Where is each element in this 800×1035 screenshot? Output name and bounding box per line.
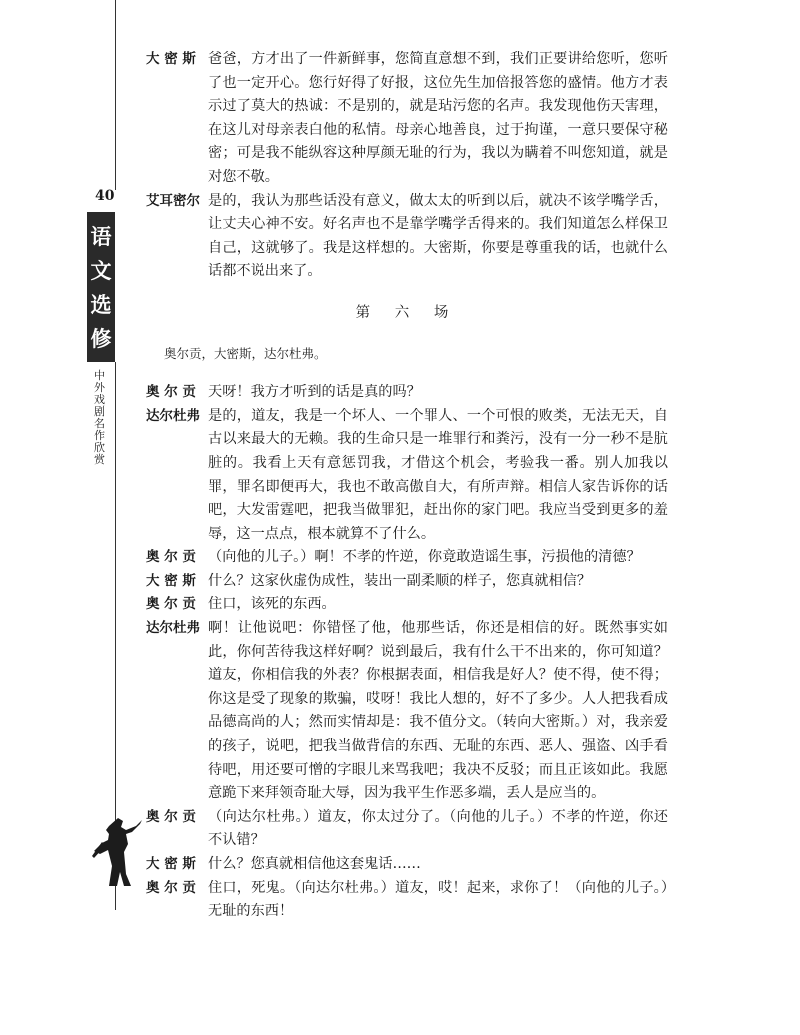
speaker-name: 大 密 斯 [146, 572, 196, 589]
knight-figure-icon [88, 812, 144, 892]
band-char: 选 [90, 292, 112, 317]
dialogue-entry [146, 877, 668, 924]
scene-heading: 第 六 场 [355, 304, 459, 321]
dialogue-text: 住口，死鬼。（向达尔杜弗。）道友，哎！起来，求你了！（向他的儿子。）无耻的东西！ [208, 879, 668, 920]
dialogue-entry [146, 546, 668, 570]
speaker-name: 艾耳密尔 [146, 192, 200, 209]
speaker-name: 达尔杜弗 [146, 407, 200, 424]
speaker-name: 奥 尔 贡 [146, 879, 196, 896]
dialogue-text: （向他的儿子。）啊！不孝的忤逆，你竟敢造谣生事，污损他的清德？ [208, 549, 641, 566]
dialogue-text: 住口，该死的东西。 [208, 596, 336, 613]
speaker-name: 奥 尔 贡 [146, 808, 196, 825]
dialogue-text: 啊！让他说吧：你错怪了他，他那些话，你还是相信的好。既然事实如此，你何苦待我这样好啊？说到最后，我有什么干不出来的，你可知道？道友，你相信我的外表？你根据表面，相信我是好人？使不得，使不得；你这是受了现象的欺骗，哎呀！我比人想的，好不了多少。人人把我看成品德高尚的人；然而实情却是：我不值分文。（转向大密斯。）对，我亲爱的孩子，说吧，把我当做背信的东西、无耻的东西、恶人、强盗、凶手看待吧，用还要可憎的字眼儿来骂我吧；我决不反驳；而且正该如此。我愿意跪下来拜领奇耻大辱，因为我平生作恶多端，丢人是应当的。 [208, 620, 668, 802]
dialogue-entry [146, 381, 668, 405]
band-char: 文 [90, 258, 112, 283]
dialogue-text: 什么？您真就相信他这套鬼话…… [208, 856, 421, 872]
speaker-name: 奥 尔 贡 [146, 384, 196, 401]
dialogue-text: 天呀！我方才听到的话是真的吗？ [208, 384, 421, 401]
dialogue-text: 什么？这家伙虚伪成性，装出一副柔顺的样子，您真就相信？ [208, 572, 592, 589]
dialogue-entry [146, 190, 668, 284]
dialogue-text: （向达尔杜弗。）道友，你太过分了。（向他的儿子。）不孝的忤逆，你还不认错？ [208, 808, 668, 849]
vertical-book-title: 中外戏剧名作欣赏 [94, 369, 105, 466]
dialogue-text: 是的，我认为那些话没有意义，做太太的听到以后，就决不该学嘴学舌，让丈夫心神不安。好名声也不是靠学嘴学舌得来的。我们知道怎么样保卫自己，这就够了。我是这样想的。大密斯，你要是尊重我的话，也就什么话都不说出来了。 [208, 192, 668, 280]
series-band [87, 212, 115, 362]
dialogue-text: 是的，道友，我是一个坏人、一个罪人、一个可恨的败类，无法无天，自古以来最大的无赖。我的生命只是一堆罪行和粪污，没有一分一秒不是肮脏的。我看上天有意惩罚我，才借这个机会，考验我一番。别人加我以罪，罪名即便再大，我也不敢高傲自大，有所声辩。相信人家告诉你的话吧，大发雷霆吧，把我当做罪犯，赶出你的家门吧。我应当受到更多的羞辱，这一点点，根本就算不了什么。 [208, 407, 668, 542]
band-char: 修 [90, 326, 112, 351]
dialogue-entry [146, 853, 668, 877]
speaker-name: 大 密 斯 [146, 856, 196, 872]
speaker-name: 奥 尔 贡 [146, 596, 196, 613]
dialogue-text: 爸爸，方才出了一件新鲜事，您简直意想不到，我们正要讲给您听，您听了也一定开心。您行好得了好报，这位先生加倍报答您的盛情。他方才表示过了莫大的热诚：不是别的，就是玷污您的名声。我发现他伤天害理，在这儿对母亲表白他的私情。母亲心地善良，过于拘谨，一意只要保守秘密；可是我不能纵容这种厚颜无耻的行为，我以为瞒着不叫您知道，就是对您不敬。 [208, 51, 668, 185]
dialogue-entry [146, 570, 668, 594]
speaker-name: 奥 尔 贡 [146, 549, 196, 566]
dialogue-entry [146, 593, 668, 617]
play-text [146, 48, 668, 924]
page-number: 40 [95, 188, 115, 204]
band-char: 语 [90, 224, 112, 249]
scene-cast: 奥尔贡，大密斯，达尔杜弗。 [164, 345, 327, 361]
speaker-name: 大 密 斯 [146, 51, 196, 67]
dialogue-entry [146, 405, 668, 547]
dialogue-entry [146, 617, 668, 806]
margin-rule-top [115, 0, 116, 190]
speaker-name: 达尔杜弗 [146, 620, 200, 637]
dialogue-entry [146, 806, 668, 853]
dialogue-entry [146, 48, 668, 190]
